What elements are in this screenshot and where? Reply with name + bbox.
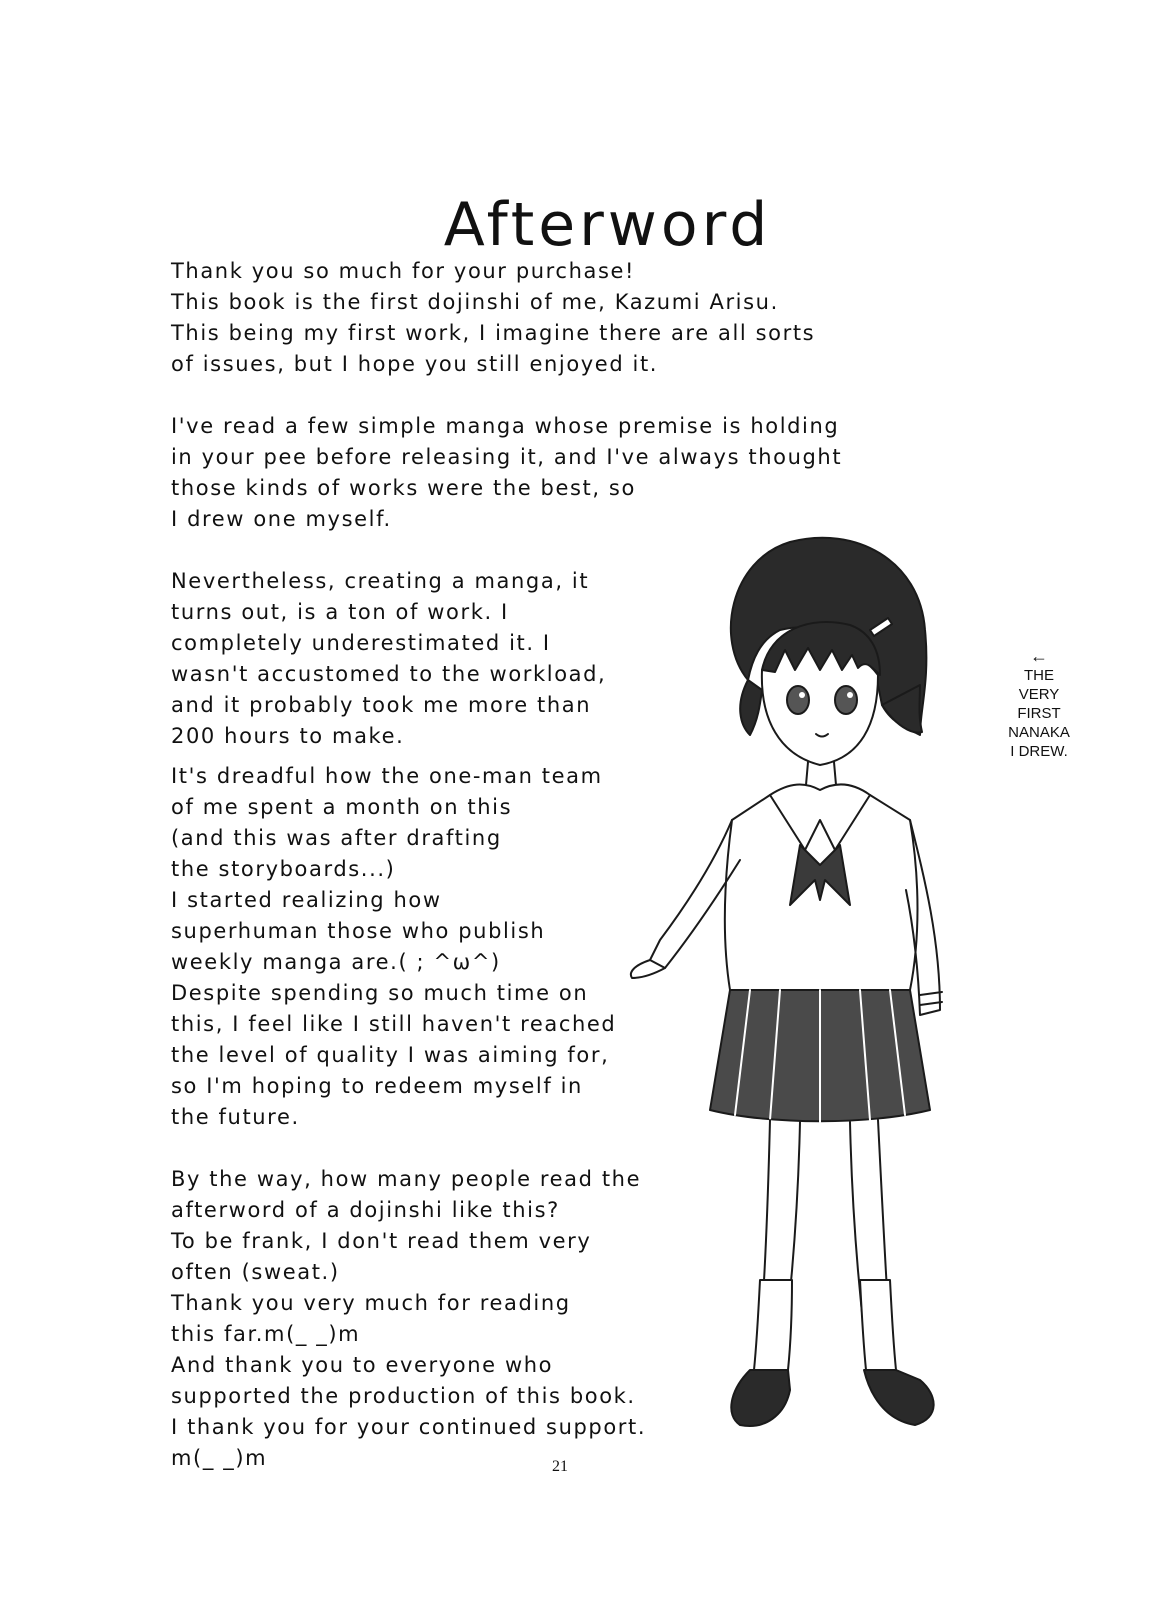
text-line: 200 hours to make.: [171, 724, 405, 748]
text-line: supported the production of this book.: [171, 1384, 636, 1408]
text-line: This being my first work, I imagine there are all sorts: [171, 321, 816, 345]
text-line: Thank you so much for your purchase!: [171, 259, 636, 283]
character-illustration: [620, 520, 990, 1500]
text-line: those kinds of works were the best, so: [171, 476, 636, 500]
text-line: I started realizing how: [171, 888, 442, 912]
caption-line: I DREW.: [1010, 743, 1068, 760]
text-line: of issues, but I hope you still enjoyed it.: [171, 352, 659, 376]
text-line: Thank you very much for reading: [171, 1291, 571, 1315]
text-line: completely underestimated it. I: [171, 631, 551, 655]
text-line: Despite spending so much time on: [171, 981, 589, 1005]
caption-line: NANAKA: [1008, 724, 1070, 741]
caption-line: THE: [1024, 667, 1054, 684]
text-line: (and this was after drafting: [171, 826, 502, 850]
page-title: Afterword: [443, 190, 772, 261]
left-eye: [787, 686, 809, 714]
left-shoe: [731, 1370, 790, 1426]
text-line: this far.m(_ _)m: [171, 1322, 361, 1346]
right-shoe: [864, 1370, 934, 1425]
text-line: the future.: [171, 1105, 300, 1129]
paragraph-gap: [171, 380, 891, 411]
text-line: turns out, is a ton of work. I: [171, 600, 509, 624]
text-line: this, I feel like I still haven't reached: [171, 1012, 617, 1036]
text-line: I drew one myself.: [171, 507, 392, 531]
illustration-caption: [998, 646, 1080, 761]
text-line: the level of quality I was aiming for,: [171, 1043, 610, 1067]
text-line: of me spent a month on this: [171, 795, 513, 819]
text-line: often (sweat.): [171, 1260, 340, 1284]
text-line: Nevertheless, creating a manga, it: [171, 569, 590, 593]
text-line: I've read a few simple manga whose premise is holding: [171, 414, 840, 438]
page-number: 21: [552, 1458, 568, 1475]
text-line: wasn't accustomed to the workload,: [171, 662, 607, 686]
text-line: so I'm hoping to redeem myself in: [171, 1074, 583, 1098]
caption-line: FIRST: [1017, 705, 1061, 722]
text-line: To be frank, I don't read them very: [171, 1229, 592, 1253]
left-sock: [754, 1280, 792, 1370]
text-line: and it probably took me more than: [171, 693, 592, 717]
text-line: This book is the first dojinshi of me, Kazumi Arisu.: [171, 290, 779, 314]
text-line: And thank you to everyone who: [171, 1353, 554, 1377]
text-line: I thank you for your continued support.: [171, 1415, 647, 1439]
text-line: afterword of a dojinshi like this?: [171, 1198, 560, 1222]
text-line: It's dreadful how the one-man team: [171, 764, 603, 788]
left-arrow-icon: ←: [1030, 646, 1048, 666]
text-line: weekly manga are.( ; ^ω^): [171, 950, 501, 974]
caption-line: VERY: [1018, 686, 1060, 703]
paragraph-thanks: [171, 256, 891, 380]
text-line: the storyboards...): [171, 857, 396, 881]
right-eye: [835, 686, 857, 714]
text-line: superhuman those who publish: [171, 919, 546, 943]
text-line: By the way, how many people read the: [171, 1167, 642, 1191]
text-line: m(_ _)m: [171, 1446, 268, 1470]
text-line: in your pee before releasing it, and I've always thought: [171, 445, 843, 469]
right-sock: [860, 1280, 896, 1370]
paragraph-motivation: [171, 411, 891, 535]
